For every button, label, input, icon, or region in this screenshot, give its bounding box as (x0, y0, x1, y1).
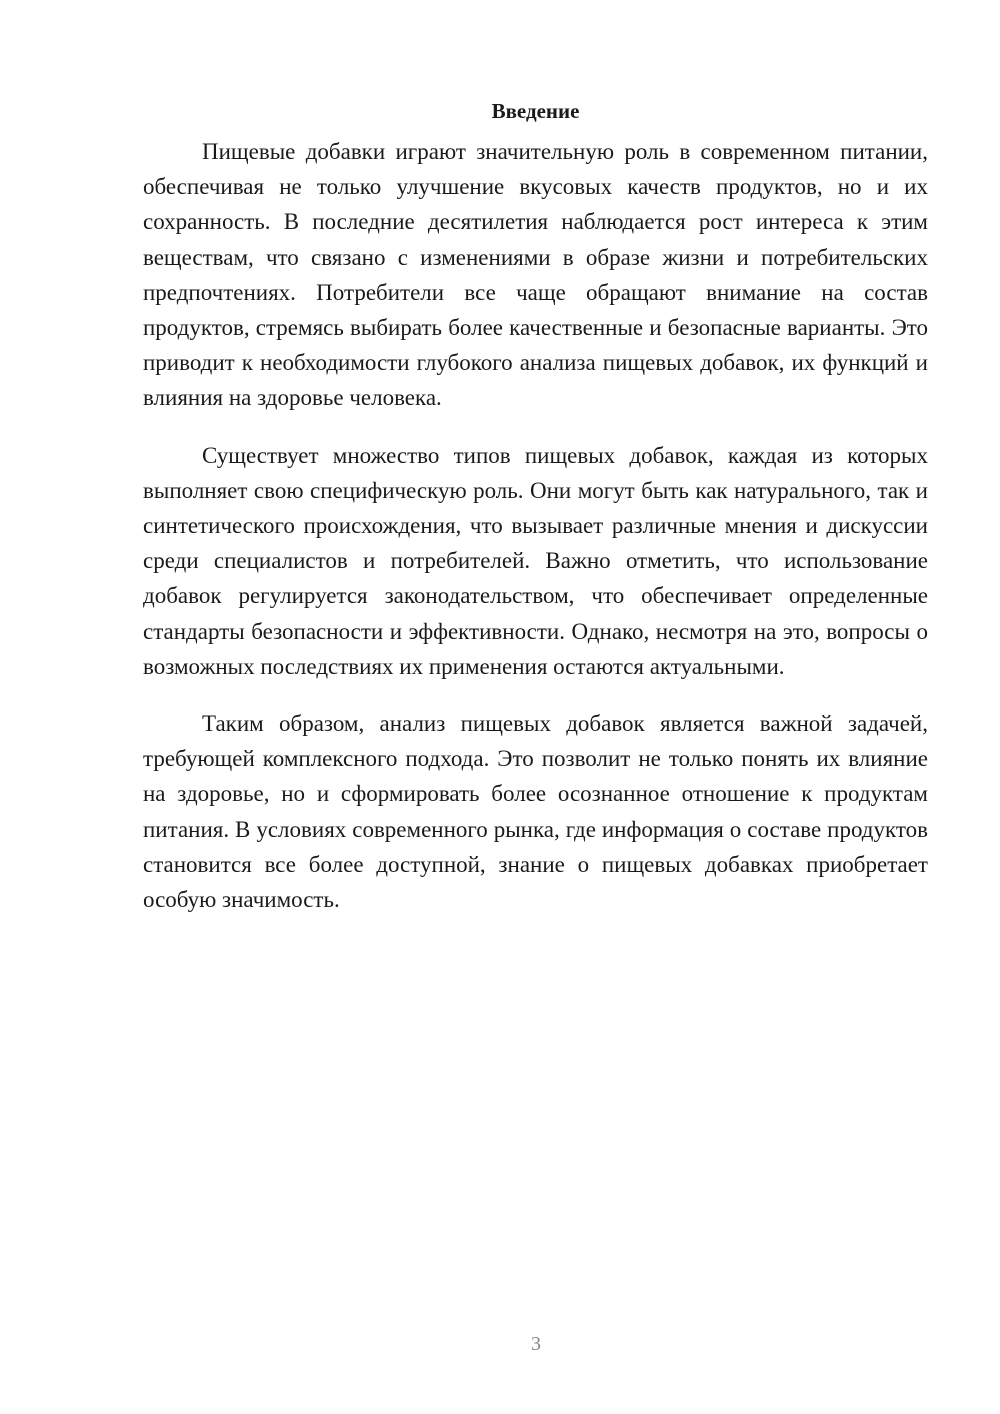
section-title: Введение (491, 99, 580, 123)
paragraph-2: Существует множество типов пищевых добавок, каждая из которых выполняет свою специфическую роль. Они могут быть как натурального, так и синтетического происхождения, что вызывает различные мнения и дискуссии среди специалистов и потребителей. Важно отметить, что использование добавок регулируется законодательством, что обеспечивает определенные стандарты безопасности и эффективности. Однако, несмотря на это, вопросы о возможных последствиях их применения остаются актуальными. (143, 442, 928, 679)
document-body (143, 96, 928, 939)
paragraph-1: Пищевые добавки играют значительную роль в современном питании, обеспечивая не только улучшение вкусовых качеств продуктов, но и их сохранность. В последние десятилетия наблюдается рост интереса к этим веществам, что связано с изменениями в образе жизни и потребительских предпочтениях. Потребители все чаще обращают внимание на состав продуктов, стремясь выбирать более качественные и безопасные варианты. Это приводит к необходимости глубокого анализа пищевых добавок, их функций и влияния на здоровье человека. (143, 139, 928, 411)
page-number: 3 (531, 1333, 541, 1355)
paragraph-3: Таким образом, анализ пищевых добавок является важной задачей, требующей комплексного подхода. Это позволит не только понять их влияние на здоровье, но и сформировать более осознанное отношение к продуктам питания. В условиях современного рынка, где информация о составе продуктов становится все более доступной, знание о пищевых добавках приобретает особую значимость. (143, 711, 928, 913)
